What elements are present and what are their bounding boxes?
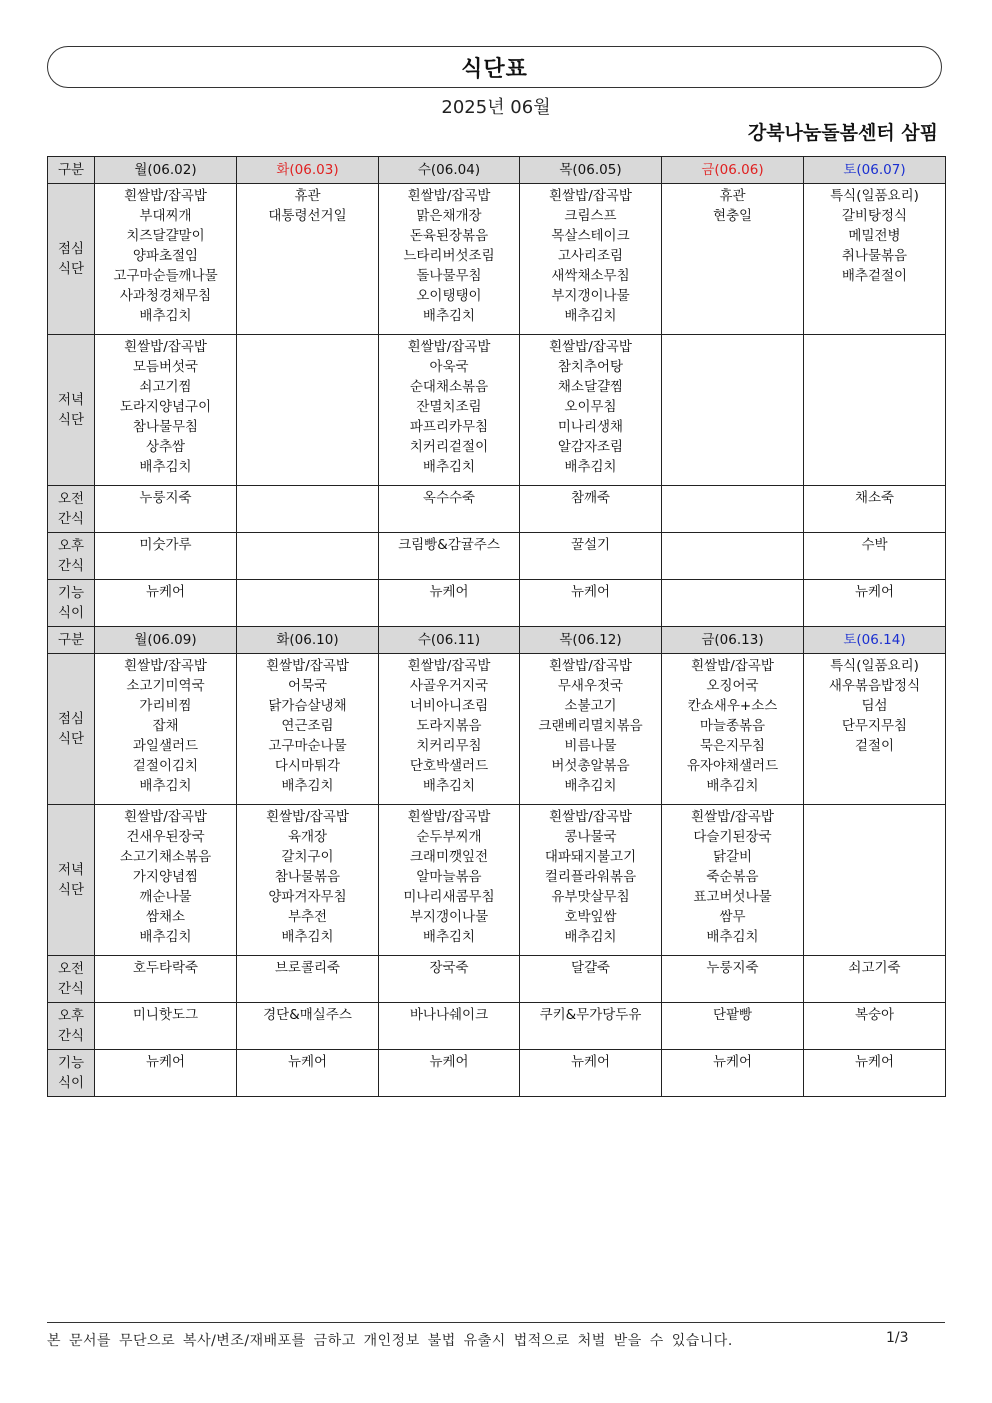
menu-cell xyxy=(804,654,946,805)
menu-item: 브로콜리죽 xyxy=(274,960,341,976)
menu-table xyxy=(47,156,946,1097)
menu-item: 흰쌀밥/잡곡밥 xyxy=(549,658,632,674)
row-label: 기능 식이 xyxy=(48,1050,95,1097)
menu-item: 갈치구이 xyxy=(281,849,334,865)
day-header: 금(06.13) xyxy=(662,627,804,654)
menu-item: 미숫가루 xyxy=(139,537,192,553)
day-header: 목(06.05) xyxy=(520,157,662,184)
menu-cell xyxy=(520,805,662,956)
row-label: 오전 간식 xyxy=(48,486,95,533)
menu-item: 흰쌀밥/잡곡밥 xyxy=(691,658,774,674)
menu-item: 딤섬 xyxy=(861,698,888,714)
menu-item: 배추김치 xyxy=(564,459,617,475)
menu-item: 대통령선거일 xyxy=(268,208,347,224)
menu-item: 과일샐러드 xyxy=(132,738,199,754)
menu-item: 사과청경채무침 xyxy=(119,288,212,304)
menu-item: 특식(일품요리) xyxy=(830,658,919,674)
menu-item: 휴관 xyxy=(719,188,746,204)
footer-notice: 본 문서를 무단으로 복사/변조/재배포를 금하고 개인정보 불법 유출시 법적으로 처벌 받을 수 있습니다. xyxy=(47,1333,733,1349)
menu-item: 배추김치 xyxy=(139,459,192,475)
menu-cell xyxy=(520,580,662,627)
menu-item: 너비아니조림 xyxy=(409,698,489,714)
menu-item: 대파돼지불고기 xyxy=(544,849,637,865)
day-header: 토(06.14) xyxy=(804,627,946,654)
menu-cell xyxy=(95,1003,237,1050)
menu-cell xyxy=(662,1050,804,1097)
menu-item: 흰쌀밥/잡곡밥 xyxy=(549,188,632,204)
menu-item: 수박 xyxy=(861,537,888,553)
menu-cell xyxy=(662,580,804,627)
menu-item: 파프리카무침 xyxy=(409,419,489,435)
menu-cell xyxy=(237,533,379,580)
menu-cell xyxy=(804,580,946,627)
day-header: 수(06.11) xyxy=(379,627,520,654)
menu-item: 흰쌀밥/잡곡밥 xyxy=(407,339,491,355)
menu-item: 소고기채소볶음 xyxy=(119,849,212,865)
menu-item: 버섯총알볶음 xyxy=(551,758,630,774)
menu-item: 다슬기된장국 xyxy=(693,829,772,845)
menu-item: 휴관 xyxy=(294,188,321,204)
menu-cell xyxy=(662,956,804,1003)
menu-item: 고사리조림 xyxy=(557,248,624,264)
snack-row xyxy=(48,580,946,627)
menu-item: 부대찌개 xyxy=(139,208,192,224)
menu-item: 알감자조림 xyxy=(557,439,624,455)
menu-item: 치즈달걀말이 xyxy=(126,228,205,244)
menu-item: 특식(일품요리) xyxy=(830,188,919,204)
menu-item: 쌈무 xyxy=(719,909,746,925)
menu-item: 뉴케어 xyxy=(145,584,186,600)
menu-cell xyxy=(804,184,946,335)
menu-cell xyxy=(520,335,662,486)
menu-item: 크래미깻잎전 xyxy=(409,849,489,865)
menu-item: 비름나물 xyxy=(564,738,617,754)
menu-item: 흰쌀밥/잡곡밥 xyxy=(124,188,207,204)
corner-label: 구분 xyxy=(48,157,95,184)
menu-cell xyxy=(379,1050,520,1097)
meal-row xyxy=(48,335,946,486)
menu-item: 흰쌀밥/잡곡밥 xyxy=(549,809,632,825)
menu-item: 크림빵&감귤주스 xyxy=(398,537,500,553)
menu-cell xyxy=(379,956,520,1003)
snack-row xyxy=(48,956,946,1003)
menu-cell xyxy=(237,486,379,533)
meal-row xyxy=(48,805,946,956)
menu-item: 도라지볶음 xyxy=(416,718,482,734)
menu-item: 미나리생채 xyxy=(557,419,624,435)
menu-item: 현충일 xyxy=(712,208,753,224)
menu-item: 뉴케어 xyxy=(429,584,469,600)
menu-item: 누룽지죽 xyxy=(139,490,192,506)
menu-item: 장국죽 xyxy=(429,960,469,976)
meal-row xyxy=(48,184,946,335)
menu-item: 배추김치 xyxy=(706,778,759,794)
menu-item: 칸쇼새우+소스 xyxy=(687,698,778,714)
menu-cell xyxy=(95,184,237,335)
menu-item: 쇠고기죽 xyxy=(848,960,901,976)
menu-cell xyxy=(804,486,946,533)
menu-cell xyxy=(95,580,237,627)
menu-item: 흰쌀밥/잡곡밥 xyxy=(124,809,207,825)
menu-cell xyxy=(95,486,237,533)
menu-item: 표고버섯나물 xyxy=(693,889,772,905)
menu-item: 오이탱탱이 xyxy=(416,288,482,304)
menu-cell xyxy=(95,956,237,1003)
week-header-row xyxy=(48,627,946,654)
menu-item: 뉴케어 xyxy=(145,1054,186,1070)
menu-item: 흰쌀밥/잡곡밥 xyxy=(407,809,491,825)
row-label: 기능 식이 xyxy=(48,580,95,627)
menu-item: 참깨죽 xyxy=(570,490,611,506)
menu-item: 꿀설기 xyxy=(570,537,611,553)
menu-cell xyxy=(804,533,946,580)
menu-item: 배추김치 xyxy=(564,929,617,945)
menu-cell xyxy=(520,1050,662,1097)
menu-cell xyxy=(804,335,946,486)
row-label: 오후 간식 xyxy=(48,533,95,580)
menu-cell xyxy=(804,805,946,956)
menu-cell xyxy=(520,654,662,805)
menu-cell xyxy=(662,1003,804,1050)
menu-item: 복숭아 xyxy=(854,1007,895,1023)
page-number: 1/3 xyxy=(886,1330,909,1346)
meal-row xyxy=(48,654,946,805)
row-label: 저녁 식단 xyxy=(48,805,95,956)
menu-item: 배추김치 xyxy=(422,778,476,794)
menu-item: 양파겨자무침 xyxy=(268,889,347,905)
menu-item: 참치추어탕 xyxy=(557,359,624,375)
menu-cell xyxy=(662,335,804,486)
menu-item: 배추김치 xyxy=(139,308,192,324)
menu-item: 미나리새콤무침 xyxy=(403,889,495,905)
menu-item: 가리비찜 xyxy=(139,698,192,714)
menu-item: 소불고기 xyxy=(564,698,617,714)
row-label: 점심 식단 xyxy=(48,184,95,335)
page-title: 식단표 xyxy=(47,46,942,88)
day-header: 목(06.12) xyxy=(520,627,662,654)
menu-item: 배추겉절이 xyxy=(841,268,908,284)
menu-item: 잡채 xyxy=(152,718,179,734)
menu-item: 부추전 xyxy=(287,909,328,925)
menu-period: 2025년 06월 xyxy=(441,97,551,118)
menu-item: 채소죽 xyxy=(854,490,895,506)
menu-item: 닭갈비 xyxy=(712,849,753,865)
menu-item: 뉴케어 xyxy=(570,1054,611,1070)
menu-item: 돌나물무침 xyxy=(416,268,482,284)
menu-item: 묵은지무침 xyxy=(699,738,766,754)
menu-item: 참나물볶음 xyxy=(274,869,341,885)
menu-item: 뉴케어 xyxy=(854,1054,895,1070)
menu-item: 배추김치 xyxy=(281,778,334,794)
menu-item: 흰쌀밥/잡곡밥 xyxy=(691,809,774,825)
snack-row xyxy=(48,1050,946,1097)
menu-cell xyxy=(95,1050,237,1097)
menu-cell xyxy=(520,956,662,1003)
menu-item: 뉴케어 xyxy=(287,1054,328,1070)
day-header: 화(06.03) xyxy=(237,157,379,184)
snack-row xyxy=(48,1003,946,1050)
menu-item: 모듬버섯국 xyxy=(132,359,199,375)
menu-item: 뉴케어 xyxy=(712,1054,753,1070)
menu-item: 오징어국 xyxy=(706,678,759,694)
menu-item: 가지양념찜 xyxy=(132,869,199,885)
menu-item: 부지갱이나물 xyxy=(551,288,630,304)
menu-item: 죽순볶음 xyxy=(706,869,759,885)
menu-cell xyxy=(520,533,662,580)
menu-cell xyxy=(379,1003,520,1050)
menu-item: 사골우거지국 xyxy=(409,678,489,694)
menu-item: 쇠고기찜 xyxy=(139,379,192,395)
menu-item: 단팥빵 xyxy=(712,1007,753,1023)
menu-cell xyxy=(520,184,662,335)
menu-item: 흰쌀밥/잡곡밥 xyxy=(407,658,491,674)
menu-item: 겉절이 xyxy=(854,738,895,754)
day-header: 월(06.09) xyxy=(95,627,237,654)
menu-item: 치커리겉절이 xyxy=(409,439,489,455)
menu-cell xyxy=(379,184,520,335)
footer-divider xyxy=(47,1322,945,1323)
menu-item: 유부맛살무침 xyxy=(551,889,630,905)
menu-item: 오이무침 xyxy=(564,399,617,415)
menu-cell xyxy=(237,654,379,805)
menu-cell xyxy=(662,533,804,580)
day-header: 금(06.06) xyxy=(662,157,804,184)
menu-item: 배추김치 xyxy=(422,459,476,475)
menu-item: 배추김치 xyxy=(281,929,334,945)
menu-item: 순두부찌개 xyxy=(416,829,482,845)
menu-item: 양파초절임 xyxy=(132,248,199,264)
menu-item: 부지갱이나물 xyxy=(409,909,489,925)
menu-cell xyxy=(379,805,520,956)
menu-item: 겉절이김치 xyxy=(132,758,199,774)
week-header-row xyxy=(48,157,946,184)
row-label: 점심 식단 xyxy=(48,654,95,805)
menu-item: 배추김치 xyxy=(564,308,617,324)
day-header: 수(06.04) xyxy=(379,157,520,184)
menu-item: 크림스프 xyxy=(564,208,617,224)
menu-cell xyxy=(804,1050,946,1097)
menu-item: 메밀전병 xyxy=(848,228,901,244)
menu-cell xyxy=(237,184,379,335)
menu-item: 고구마순들깨나물 xyxy=(113,268,218,284)
menu-item: 배추김치 xyxy=(139,778,192,794)
menu-item: 옥수수죽 xyxy=(422,490,476,506)
center-name: 강북나눔돌봄센터 삼핌 xyxy=(747,122,938,144)
menu-item: 뉴케어 xyxy=(854,584,895,600)
menu-item: 채소달걀찜 xyxy=(557,379,624,395)
menu-item: 연근조림 xyxy=(281,718,334,734)
menu-item: 아욱국 xyxy=(429,359,469,375)
menu-item: 뉴케어 xyxy=(429,1054,469,1070)
menu-item: 무새우젓국 xyxy=(557,678,624,694)
menu-item: 배추김치 xyxy=(706,929,759,945)
menu-item: 콩나물국 xyxy=(564,829,617,845)
menu-cell xyxy=(662,486,804,533)
corner-label: 구분 xyxy=(48,627,95,654)
menu-cell xyxy=(520,1003,662,1050)
snack-row xyxy=(48,533,946,580)
menu-item: 미니핫도그 xyxy=(132,1007,199,1023)
menu-cell xyxy=(804,1003,946,1050)
menu-item: 건새우된장국 xyxy=(126,829,205,845)
menu-item: 배추김치 xyxy=(422,929,476,945)
menu-item: 잔멸치조림 xyxy=(416,399,482,415)
menu-item: 배추김치 xyxy=(564,778,617,794)
menu-item: 흰쌀밥/잡곡밥 xyxy=(124,658,207,674)
menu-item: 깨순나물 xyxy=(139,889,192,905)
menu-item: 쿠키&무가당두유 xyxy=(539,1007,642,1023)
row-label: 저녁 식단 xyxy=(48,335,95,486)
row-label: 오전 간식 xyxy=(48,956,95,1003)
menu-item: 호박잎쌈 xyxy=(564,909,617,925)
menu-item: 크랜베리멸치볶음 xyxy=(538,718,643,734)
menu-item: 알마늘볶음 xyxy=(416,869,482,885)
menu-item: 육개장 xyxy=(287,829,328,845)
menu-cell xyxy=(379,654,520,805)
menu-cell xyxy=(95,654,237,805)
menu-item: 달걀죽 xyxy=(570,960,611,976)
menu-cell xyxy=(95,805,237,956)
menu-item: 단호박샐러드 xyxy=(409,758,489,774)
menu-item: 참나물무침 xyxy=(132,419,199,435)
menu-cell xyxy=(662,184,804,335)
menu-item: 새우볶음밥정식 xyxy=(828,678,921,694)
menu-item: 치커리무침 xyxy=(416,738,482,754)
menu-cell xyxy=(379,533,520,580)
menu-cell xyxy=(520,486,662,533)
snack-row xyxy=(48,486,946,533)
menu-item: 배추김치 xyxy=(139,929,192,945)
menu-cell xyxy=(95,335,237,486)
menu-item: 호두타락죽 xyxy=(132,960,199,976)
menu-item: 바나나쉐이크 xyxy=(409,1007,489,1023)
day-header: 토(06.07) xyxy=(804,157,946,184)
menu-cell xyxy=(237,805,379,956)
menu-item: 느타리버섯조림 xyxy=(403,248,495,264)
menu-cell xyxy=(237,956,379,1003)
menu-item: 소고기미역국 xyxy=(126,678,205,694)
menu-item: 쌈채소 xyxy=(145,909,186,925)
menu-item: 맑은채개장 xyxy=(416,208,482,224)
day-header: 월(06.02) xyxy=(95,157,237,184)
menu-item: 상추쌈 xyxy=(145,439,186,455)
menu-item: 다시마튀각 xyxy=(274,758,341,774)
menu-item: 갈비탕정식 xyxy=(841,208,908,224)
menu-item: 단무지무침 xyxy=(841,718,908,734)
menu-item: 돈육된장볶음 xyxy=(409,228,489,244)
menu-item: 목살스테이크 xyxy=(551,228,630,244)
menu-item: 배추김치 xyxy=(422,308,476,324)
menu-cell xyxy=(237,580,379,627)
day-header: 화(06.10) xyxy=(237,627,379,654)
menu-item: 고구마순나물 xyxy=(268,738,347,754)
menu-cell xyxy=(237,1003,379,1050)
menu-item: 누룽지죽 xyxy=(706,960,759,976)
menu-item: 뉴케어 xyxy=(570,584,611,600)
menu-cell xyxy=(237,1050,379,1097)
menu-item: 취나물볶음 xyxy=(841,248,908,264)
menu-item: 흰쌀밥/잡곡밥 xyxy=(124,339,207,355)
menu-cell xyxy=(379,486,520,533)
menu-item: 유자야채샐러드 xyxy=(686,758,779,774)
menu-item: 경단&매실주스 xyxy=(263,1007,352,1023)
menu-cell xyxy=(379,580,520,627)
menu-cell xyxy=(804,956,946,1003)
menu-item: 마늘종볶음 xyxy=(699,718,766,734)
menu-item: 도라지양념구이 xyxy=(119,399,212,415)
menu-item: 흰쌀밥/잡곡밥 xyxy=(549,339,632,355)
menu-item: 새싹채소무침 xyxy=(551,268,630,284)
menu-item: 어묵국 xyxy=(287,678,328,694)
menu-item: 닭가슴살냉채 xyxy=(268,698,347,714)
menu-cell xyxy=(95,533,237,580)
menu-item: 순대채소볶음 xyxy=(409,379,489,395)
menu-item: 흰쌀밥/잡곡밥 xyxy=(407,188,491,204)
menu-cell xyxy=(237,335,379,486)
row-label: 오후 간식 xyxy=(48,1003,95,1050)
menu-cell xyxy=(379,335,520,486)
menu-item: 컬리플라워볶음 xyxy=(544,869,637,885)
menu-item: 흰쌀밥/잡곡밥 xyxy=(266,658,349,674)
menu-cell xyxy=(662,805,804,956)
menu-cell xyxy=(662,654,804,805)
menu-item: 흰쌀밥/잡곡밥 xyxy=(266,809,349,825)
